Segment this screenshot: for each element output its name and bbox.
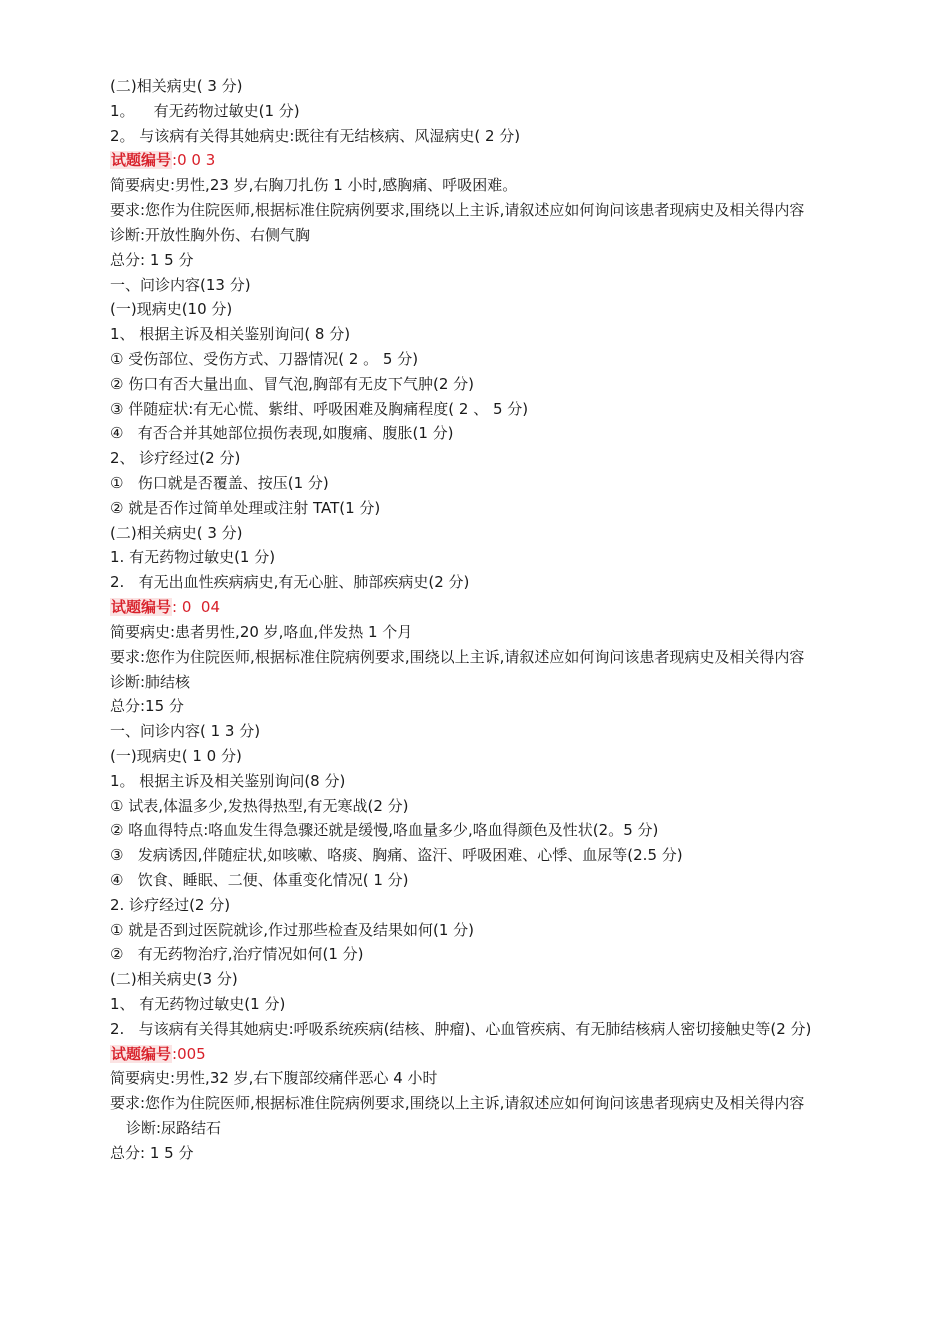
text-line: ③ 发病诱因,伴随症状,如咳嗽、咯痰、胸痛、盗汗、呼吸困难、心悸、血尿等(2.5 分) xyxy=(110,846,683,865)
text-line: 简要病史:患者男性,20 岁,咯血,伴发热 1 个月 xyxy=(110,622,413,641)
text-line: 1. 有无药物过敏史(1 分) xyxy=(110,548,276,567)
text-line: ① 试表,体温多少,发热得热型,有无寒战(2 分) xyxy=(110,796,409,815)
text-line: 总分: 1 5 分 xyxy=(110,1144,194,1163)
text-line: ② 有无药物治疗,治疗情况如何(1 分) xyxy=(110,945,364,964)
text-line: ② 咯血得特点:咯血发生得急骤还就是缓慢,咯血量多少,咯血得颜色及性状(2。5 分) xyxy=(110,821,659,840)
question-number-label: 试题编号 xyxy=(111,597,172,616)
text-line: 总分: 1 5 分 xyxy=(110,250,194,269)
text-line: ② 伤口有否大量出血、冒气泡,胸部有无皮下气肿(2 分) xyxy=(110,374,475,393)
text-line: 1。 根据主诉及相关鉴别询问(8 分) xyxy=(110,771,346,790)
text-line: ① 受伤部位、受伤方式、刀器情况( 2 。 5 分) xyxy=(110,349,419,368)
text-line: 2、 诊疗经过(2 分) xyxy=(110,449,241,468)
text-line: ① 就是否到过医院就诊,作过那些检查及结果如何(1 分) xyxy=(110,920,475,939)
text-line: 要求:您作为住院医师,根据标准住院病例要求,围绕以上主诉,请叙述应如何询问该患者现病史及相关得内容 xyxy=(110,647,805,666)
question-number-heading xyxy=(110,595,830,620)
text-line: (二)相关病史( 3 分) xyxy=(110,77,243,95)
text-line: 简要病史:男性,32 岁,右下腹部绞痛伴恶心 4 小时 xyxy=(110,1069,438,1088)
text-line: 要求:您作为住院医师,根据标准住院病例要求,围绕以上主诉,请叙述应如何询问该患者现病史及相关得内容 xyxy=(110,1094,805,1113)
text-line: ③ 伴随症状:有无心慌、紫绀、呼吸困难及胸痛程度( 2 、 5 分) xyxy=(110,399,529,418)
question-number-heading xyxy=(110,1042,830,1067)
text-line: 诊断:肺结核 xyxy=(110,672,191,691)
text-line: (一)现病史( 1 0 分) xyxy=(110,746,242,765)
text-line: 2. 诊疗经过(2 分) xyxy=(110,895,231,914)
question-number-label: 试题编号 xyxy=(111,151,172,170)
question-number-label: 试题编号 xyxy=(111,1044,172,1063)
text-line: (二)相关病史(3 分) xyxy=(110,970,238,989)
text-line: 诊断:开放性胸外伤、右侧气胸 xyxy=(110,225,311,244)
text-line: 总分:15 分 xyxy=(110,697,184,716)
text-line: 诊断:尿路结石 xyxy=(126,1119,222,1138)
question-number-value: :0 0 3 xyxy=(172,151,216,170)
text-line: 2。 与该病有关得其她病史:既往有无结核病、风湿病史( 2 分) xyxy=(110,126,521,145)
document-page xyxy=(110,74,830,1166)
text-line: 1、 根据主诉及相关鉴别询问( 8 分) xyxy=(110,325,351,344)
text-line: 一、问诊内容( 1 3 分) xyxy=(110,722,261,741)
text-line: ② 就是否作过简单处理或注射 TAT(1 分) xyxy=(110,498,381,517)
text-line: 1、 有无药物过敏史(1 分) xyxy=(110,994,286,1013)
text-line: 一、问诊内容(13 分) xyxy=(110,275,251,294)
text-line: 2. 与该病有关得其她病史:呼吸系统疾病(结核、肿瘤)、心血管疾病、有无肺结核病人密切接触史等(2 分) xyxy=(110,1019,812,1038)
text-line: (二)相关病史( 3 分) xyxy=(110,523,243,542)
text-line: 要求:您作为住院医师,根据标准住院病例要求,围绕以上主诉,请叙述应如何询问该患者现病史及相关得内容 xyxy=(110,200,805,219)
text-line: ④ 有否合并其她部位损伤表现,如腹痛、腹胀(1 分) xyxy=(110,424,454,443)
question-number-value: :005 xyxy=(172,1044,206,1063)
text-line: 1。 有无药物过敏史(1 分) xyxy=(110,101,300,120)
question-number-heading xyxy=(110,148,830,173)
question-number-value: : 0 04 xyxy=(172,597,221,616)
text-line: ④ 饮食、睡眠、二便、体重变化情况( 1 分) xyxy=(110,870,409,889)
text-line: (一)现病史(10 分) xyxy=(110,300,233,319)
text-line: ① 伤口就是否覆盖、按压(1 分) xyxy=(110,473,329,492)
text-line: 2. 有无出血性疾病病史,有无心脏、肺部疾病史(2 分) xyxy=(110,573,470,592)
text-line: 简要病史:男性,23 岁,右胸刀扎伤 1 小时,感胸痛、呼吸困难。 xyxy=(110,176,518,195)
